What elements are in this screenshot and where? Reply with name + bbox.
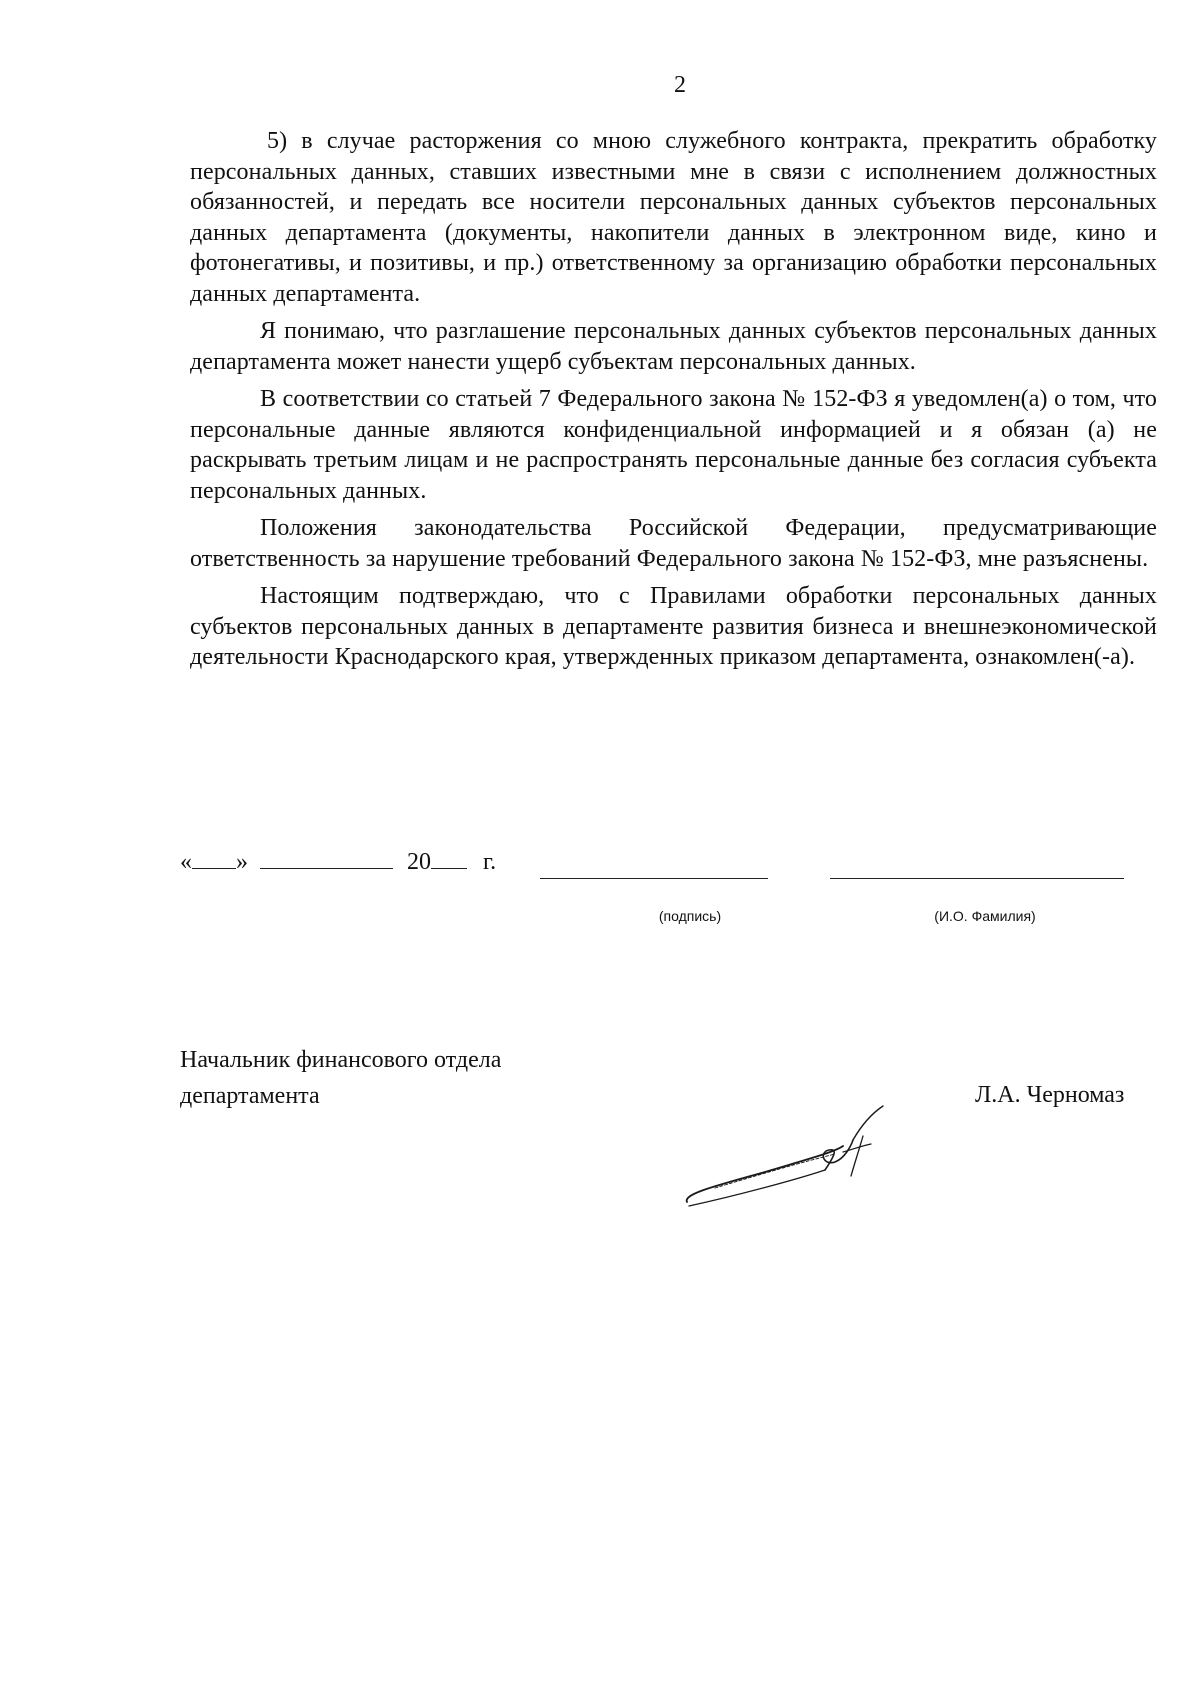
document-body xyxy=(190,126,1157,680)
paragraph-item-5: 5) в случае расторжения со мною служебного контракта, прекратить обработку персональных данных, ставших известными мне в связи с исполнением должностных обязанностей, и передать все носители персональных данных субъектов персональных данных департамента (документы, накопители данных в электронном виде, кино и фотонегативы, и позитивы, и пр.) ответственному за организацию обработки персональных данных департамента. xyxy=(190,128,1157,307)
year-blank[interactable] xyxy=(431,846,467,869)
paragraph-liability-provisions: Положения законодательства Российской Федерации, предусматривающие ответственность за нарушение требований Федерального закона № 152-ФЗ, мне разъяснены. xyxy=(190,515,1157,572)
date-open-quote: « xyxy=(180,849,192,875)
name-blank-line[interactable] xyxy=(830,878,1124,879)
paragraph-confidentiality-notice: В соответствии со статьей 7 Федерального закона № 152-ФЗ я уведомлен(а) о том, что персональные данные являются конфиденциальной информацией и я обязан (а) не раскрывать третьим лицам и не распространять персональные данные без согласия субъекта персональных данных. xyxy=(190,386,1157,504)
handwritten-signature-icon xyxy=(675,1100,915,1210)
page-number: 2 xyxy=(674,72,686,98)
name-caption: (И.О. Фамилия) xyxy=(934,908,1036,924)
signer-position xyxy=(180,1042,501,1114)
year-suffix: г. xyxy=(483,849,497,875)
signature-caption: (подпись) xyxy=(658,908,722,924)
month-blank[interactable] xyxy=(260,846,393,869)
signature-blank-line[interactable] xyxy=(540,878,768,879)
paragraph-disclosure-damage: Я понимаю, что разглашение персональных данных субъектов персональных данных департамента может нанести ущерб субъектам персональных данных. xyxy=(190,318,1157,375)
day-blank[interactable] xyxy=(192,846,236,869)
signer-position-line1: Начальник финансового отдела xyxy=(180,1047,502,1073)
paragraph-acknowledgement: Настоящим подтверждаю, что с Правилами обработки персональных данных субъектов персональных данных в департаменте развития бизнеса и внешнеэкономической деятельности Краснодарского края, утвержденных приказом департамента, ознакомлен(-а). xyxy=(190,583,1157,670)
signer-name: Л.А. Черномаз xyxy=(975,1082,1125,1108)
date-fill-line xyxy=(180,846,496,876)
year-prefix: 20 xyxy=(407,849,431,875)
signer-position-line2: департамента xyxy=(180,1083,320,1109)
date-close-quote: » xyxy=(236,849,248,875)
